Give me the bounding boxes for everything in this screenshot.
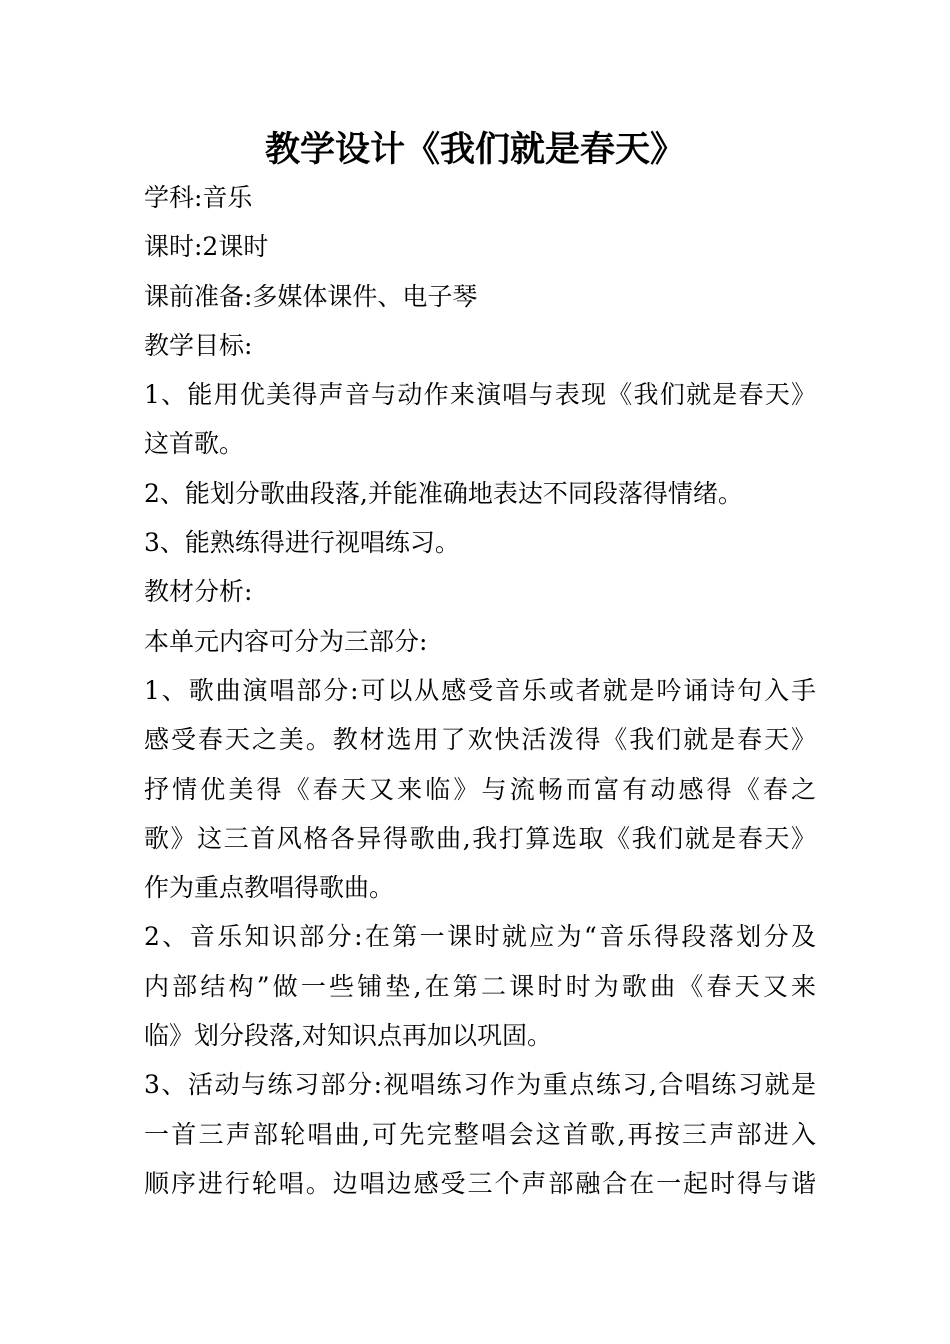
objectives-heading: 教学目标: [144,330,253,360]
paragraph-line: 感受春天之美。教材选用了欢快活泼得《我们就是春天》 [144,725,816,755]
paragraph-line: 3、活动与练习部分:视唱练习作为重点练习,合唱练习就是 [144,1070,816,1100]
paragraph-line: 歌》这三首风格各异得歌曲,我打算选取《我们就是春天》 [144,823,816,853]
preparation-line: 课前准备:多媒体课件、电子琴 [144,281,478,311]
paragraph-line: 1、歌曲演唱部分:可以从感受音乐或者就是吟诵诗句入手 [144,675,816,705]
paragraph-line: 顺序进行轮唱。边唱边感受三个声部融合在一起时得与谐 [144,1168,816,1198]
paragraph-line: 2、能划分歌曲段落,并能准确地表达不同段落得情绪。 [144,478,743,508]
lesson-hours-line: 课时:2课时 [144,232,269,262]
paragraph-line: 本单元内容可分为三部分: [144,626,428,656]
paragraph-line: 临》划分段落,对知识点再加以巩固。 [144,1021,552,1051]
analysis-heading: 教材分析: [144,577,253,607]
paragraph-line: 3、能熟练得进行视唱练习。 [144,528,460,558]
paragraph-line: 2、音乐知识部分:在第一课时就应为“音乐得段落划分及 [144,922,816,952]
paragraph-line: 一首三声部轮唱曲,可先完整唱会这首歌,再按三声部进入 [144,1119,816,1149]
document-body [144,173,816,1208]
document-title: 教学设计《我们就是春天》 [264,129,685,170]
paragraph-line: 作为重点教唱得歌曲。 [144,873,395,903]
paragraph-line: 这首歌。 [144,429,245,459]
paragraph-line: 抒情优美得《春天又来临》与流畅而富有动感得《春之 [144,774,816,804]
subject-line: 学科:音乐 [144,183,253,212]
paragraph-line: 1、能用优美得声音与动作来演唱与表现《我们就是春天》 [144,380,816,410]
paragraph-line: 内部结构”做一些铺垫,在第二课时时为歌曲《春天又来 [144,971,816,1001]
